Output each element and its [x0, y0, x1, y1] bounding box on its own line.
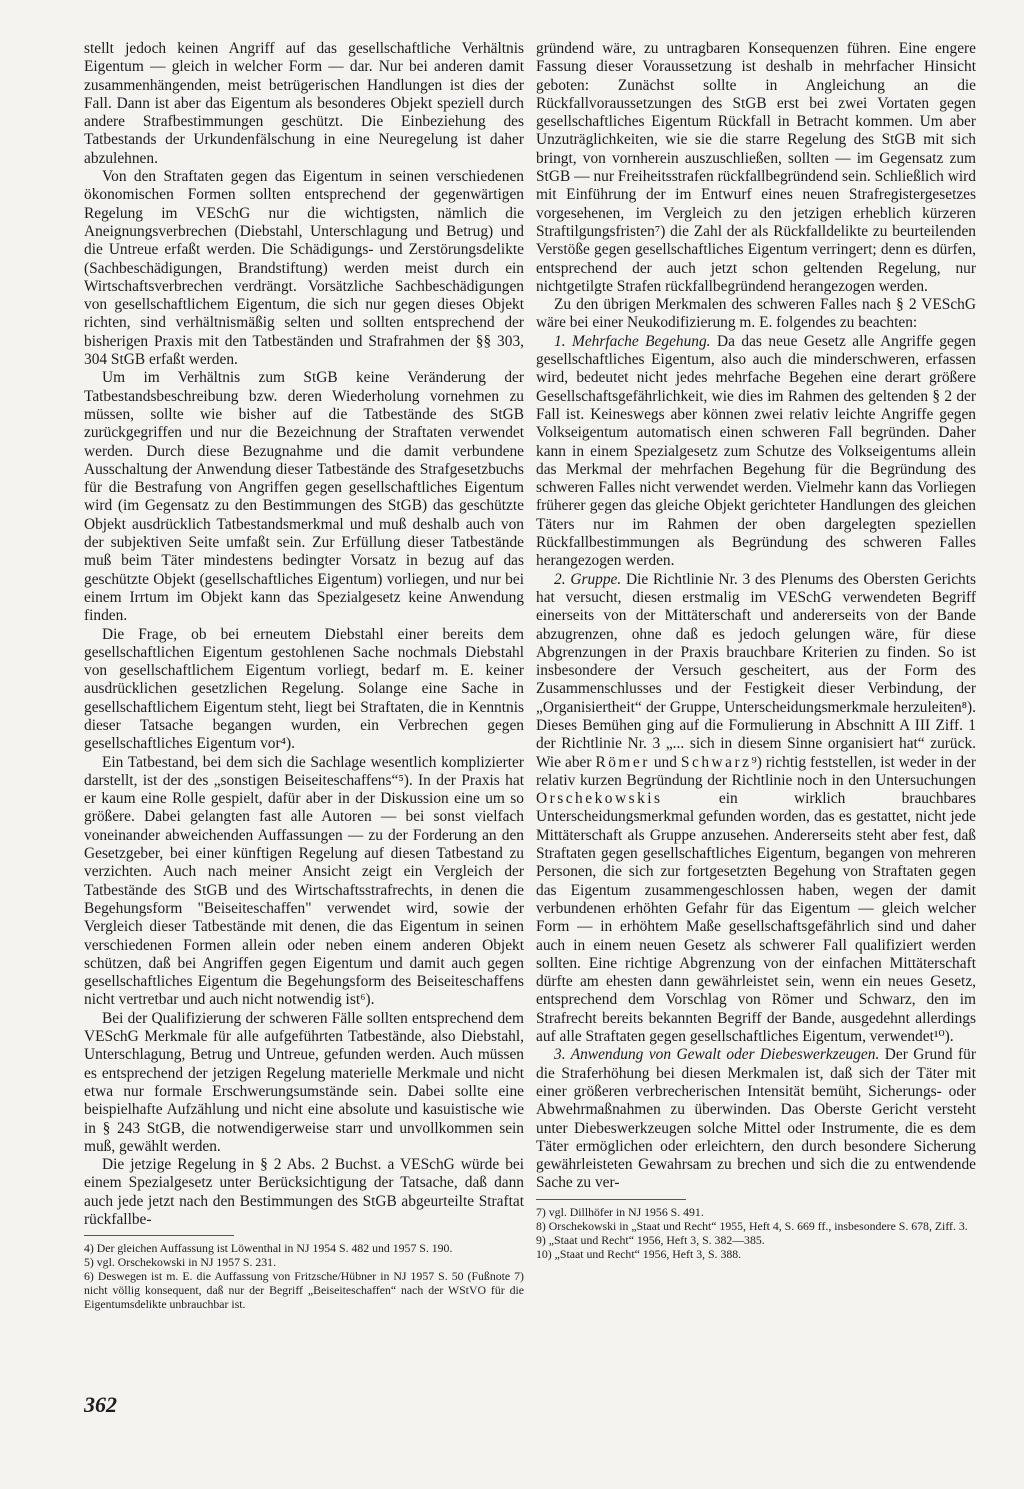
paragraph: Ein Tatbestand, bei dem sich die Sachlage wesentlich komplizierter darstellt, ist der des „sonstigen Beiseiteschaffens“⁵). In der Praxis hat er kaum eine Rolle gespielt, dafür aber in der Diskussion eine um so größere. Dabei gelangten fast alle Autoren — bei sonst vielfach voneinander abweichenden Auffassungen — zu der Forderung an den Gesetzgeber, bei einer künftigen Regelung auf diesen Tatbestand zu verzichten. Auch nach meiner Ansicht zeigt ein Vergleich der Tatbestände des StGB und des Wirtschaftsstrafrechts, in denen die Begehungsform "Beiseiteschaffen" verwendet wird, sowie der Vergleich dieser Tatbestände mit denen, die das Eigentum in seinen verschiedenen Formen allein oder neben einem anderen Objekt schützen, daß bei Angriffen gegen Eigentum und damit auch gegen gesellschaftliches Eigentum die Begehungsform des Beiseiteschaffens nicht vertretbar und auch nicht notwendig ist⁶). [84, 753, 524, 1009]
list-item-gruppe [536, 571, 976, 1047]
item-text: Da das neue Gesetz alle Angriffe gegen gesellschaftliches Eigentum, also auch die minderschweren, erfassen wird, bedeutet nicht jedes mehrfache Begehen eine derart größere Gesellschaftsgefährlichkeit, wie dies im Rahmen des geltenden § 2 der Fall ist. Keineswegs aber können zwei relativ leichte Angriffe gegen Volkseigentum automatisch einen schweren Fall begründen. Daher kann in einem Spezialgesetz zum Schutze des Volkseigentums allein das Merkmal der mehrfachen Begehung für die Begründung des schweren Falles nicht verwendet werden. Vielmehr kann das Vorliegen früherer gegen das gleiche Objekt gerichteter Handlungen des gleichen Täters nur im Rahmen der oben dargelegten speziellen Rückfallbestimmungen als Begründung des schweren Falles herangezogen werden. [536, 332, 976, 570]
footnote-divider [536, 1199, 686, 1200]
page-number: 362 [84, 1392, 117, 1417]
conjunction: und [653, 753, 677, 771]
right-column [536, 40, 976, 1261]
item-text: Die Richtlinie Nr. 3 des Plenums des Obersten Gerichts hat versucht, diesen erstmalig im VESchG verwendeten Begriff einerseits von der Mittäterschaft und andererseits von der Bande abzugrenzen, ohne daß es jedoch gelungen wäre, für diese Abgrenzungen in der Praxis brauchbare Kriterien zu finden. So ist insbesondere der Versuch gescheitert, aus der Form des Zusammenschlusses und der Festigkeit dieser Verbindung, der „Organisiertheit“ der Gruppe, Unterscheidungsmerkmale herzuleiten⁸). Dieses Bemühen ging auf die Formulierung in Abschnitt A III Ziff. 1 der Richtlinie Nr. 3 „... sich in diesem Sinne organisiert hat“ zurück. Wie aber [536, 570, 976, 771]
paragraph: Um im Verhältnis zum StGB keine Veränderung der Tatbestandsbeschreibung bzw. deren Wiederholung vornehmen zu müssen, sollte wie bisher auf die Tatbestände des StGB zurückgegriffen und nur die Bezeichnung der Straftaten verwendet werden. Durch diese Bezugnahme und die damit verbundene Ausschaltung der Anwendung dieser Tatbestände des Strafgesetzbuchs für die Bestrafung von Angriffen gegen gesellschaftliches Eigentum wird (im Gegensatz zu den Bestimmungen des StGB) das geschützte Objekt ausdrücklich Tatbestandsmerkmal und muß deshalb auch von der subjektiven Seite umfaßt sein. Zur Erfüllung dieser Tatbestände muß beim Täter mindestens bedingter Vorsatz in bezug auf das geschützte Objekt (gesellschaftliches Eigentum) vorliegen, und nur bei einem Irrtum im Objekt kann das Spezialgesetz keine Anwendung finden. [84, 369, 524, 625]
author-name: Schwarz [680, 753, 752, 771]
author-name: Römer [595, 753, 650, 771]
footnote-7: 7) vgl. Dillhöfer in NJ 1956 S. 491. [536, 1204, 704, 1219]
footnotes-right [536, 1205, 976, 1261]
item-text: ⁹) richtig feststellen, ist weder in der relativ kurzen Begründung der Richtlinie noch in den Untersuchungen [536, 753, 976, 789]
item-heading: 3. Anwendung von Gewalt oder Diebeswerkzeugen. [554, 1046, 880, 1064]
footnote-10: 10) „Staat und Recht“ 1956, Heft 3, S. 388. [536, 1246, 742, 1261]
paragraph: gründend wäre, zu untragbaren Konsequenzen führen. Eine engere Fassung dieser Voraussetzung ist deshalb in mehrfacher Hinsicht geboten: Zunächst sollte in Angleichung an die Rückfallvoraussetzungen des StGB erst bei zwei Vortaten gegen gesellschaftliches Eigentum Rückfall in Betracht kommen. Um aber Unzuträglichkeiten, wie sie die starre Regelung des StGB mit sich bringt, von vornherein auszuschließen, sollten — im Gegensatz zum StGB — nur Freiheitsstrafen rückfallbegründend sein. Schließlich wird mit Einführung der im Entwurf eines neuen Strafregistergesetzes vorgesehenen, im Vergleich zu den jetzigen erheblich kürzeren Straftilgungsfristen⁷) die Zahl der als Rückfalldelikte zu beurteilenden Verstöße gegen gesellschaftliches Eigentum verringert; denn es dürfen, entsprechend der auch jetzt schon geltenden Regelung, nur nichtgetilgte Strafen rückfallbegründend herangezogen werden. [536, 40, 976, 295]
footnote-5: 5) vgl. Orschekowski in NJ 1957 S. 231. [84, 1255, 277, 1270]
item-text: Der Grund für die Straferhöhung bei diesen Merkmalen ist, daß sich der Täter mit einer größeren verbrecherischen Intensität bemüht, Sicherungs- oder Abwehrmaßnahmen zu überwinden. Das Oberste Gericht versteht unter Diebeswerkzeugen solche Mittel oder Instrumente, die es dem Täter ermöglichen oder erleichtern, den durch besondere Sicherung gewährleisteten Gewahrsam zu brechen und sich die zu entwendende Sache zu ver- [536, 1046, 976, 1192]
paragraph: Die Frage, ob bei erneutem Diebstahl einer bereits dem gesellschaftlichen Eigentum gestohlenen Sache nochmals Diebstahl von gesellschaftlichem Eigentum vorliegt, bedarf m. E. keiner ausdrücklichen gesetzlichen Regelung. Solange eine Sache in gesellschaftlichem Eigentum steht, liegt bei Straftaten, die in Kenntnis dieser Tatsache begangen wurden, ein Verbrechen gegen gesellschaftliches Eigentum vor⁴). [84, 625, 524, 753]
list-item-mehrfache-begehung [536, 333, 976, 571]
item-heading: 1. Mehrfache Begehung. [554, 332, 711, 350]
footnote-8: 8) Orschekowski in „Staat und Recht“ 1955, Heft 4, S. 669 ff., insbesondere S. 678, Ziff. 3. [536, 1218, 968, 1233]
paragraph: Von den Straftaten gegen das Eigentum in seinen verschiedenen ökonomischen Formen sollten entsprechend der gegenwärtigen Regelung im VESchG nur die wichtigsten, nämlich die Aneignungsverbrechen (Diebstahl, Unterschlagung und Betrug) und die Untreue erfaßt werden. Die Schädigungs- und Zerstörungsdelikte (Sachbeschädigungen, Brandstiftung) werden meist durch ein Wirtschaftsverbrechen verdrängt. Vorsätzliche Sachbeschädigungen von gesellschaftlichem Eigentum, die sich nur gegen dieses Objekt richten, sind verhältnismäßig selten und sollten entsprechend der bisherigen Praxis mit den Tatbeständen und Strafrahmen der §§ 303, 304 StGB erfaßt werden. [84, 168, 524, 369]
footnotes-left [84, 1241, 524, 1311]
footnote-4: 4) Der gleichen Auffassung ist Löwenthal in NJ 1954 S. 482 und 1957 S. 190. [84, 1241, 453, 1256]
paragraph: Zu den übrigen Merkmalen des schweren Falles nach § 2 VESchG wäre bei einer Neukodifizierung m. E. folgendes zu beachten: [536, 296, 976, 332]
author-name: Orschekowskis [536, 790, 663, 808]
item-heading: 2. Gruppe. [554, 570, 622, 588]
footnote-9: 9) „Staat und Recht“ 1956, Heft 3, S. 382—385. [536, 1232, 765, 1247]
footnote-6: 6) Deswegen ist m. E. die Auffassung von Fritzsche/Hübner in NJ 1957 S. 50 (Fußnote 7) nicht völlig konsequent, daß nur der Begriff „Beiseiteschaffen“ nach der WStVO für die Eigentumsdelikte unbrauchbar ist. [84, 1269, 524, 1312]
paragraph: stellt jedoch keinen Angriff auf das gesellschaftliche Verhältnis Eigentum — gleich in welcher Form — dar. Nur bei anderen damit zusammenhängenden, meist betrügerischen Handlungen ist dies der Fall. Dann ist aber das Eigentum als besonderes Objekt speziell durch andere Strafbestimmungen geschützt. Die Einbeziehung des Tatbestands der Urkundenfälschung in eine Neuregelung ist daher abzulehnen. [84, 40, 524, 167]
item-text: ein wirklich brauchbares Unterscheidungsmerkmal gefunden worden, das es gestattet, nicht jede Mittäterschaft als Gruppe anzusehen. Andererseits steht aber fest, daß Straftaten gegen gesellschaftliches Eigentum, begangen von mehreren Personen, die sich zur fortgesetzten Begehung von Straftaten gegen das Eigentum zusammengeschlossen haben, wegen der damit verbundenen erhöhten Gefahr für das Eigentum — gleich welcher Form — in erhöhtem Maße gesellschaftsgefährlich sind und daher auch in einem neuen Gesetz als schwerer Fall qualifiziert werden sollten. Eine richtige Abgrenzung von der einfachen Mittäterschaft dürfte am ehesten dann gewährleistet sein, wenn ein neues Gesetz, entsprechend dem Vorschlag von Römer und Schwarz, den im Strafrecht bereits bekannten Begriff der Bande, ausgedehnt allerdings auf alle Straftaten gegen gesellschaftliches Eigentum, verwendet¹⁰). [536, 790, 976, 1046]
list-item-gewalt [536, 1046, 976, 1192]
paragraph: Die jetzige Regelung in § 2 Abs. 2 Buchst. a VESchG würde bei einem Spezialgesetz unter Berücksichtigung der Tatsache, daß dann auch jede jetzt nach den Bestimmungen des StGB abgeurteilte Straftat rückfallbe- [84, 1156, 524, 1228]
paragraph: Bei der Qualifizierung der schweren Fälle sollten entsprechend dem VESchG Merkmale für alle aufgeführten Tatbestände, also Diebstahl, Unterschlagung, Betrug und Untreue, gefunden werden. Auch müssen es entsprechend der jetzigen Regelung materielle Merkmale und nicht etwa nur formale Erschwerungsumstände sein. Dabei sollte eine beispielhafte Aufzählung und nicht eine absolute und kasuistische wie in § 243 StGB, die notwendigerweise starr und unvollkommen sein muß, gewählt werden. [84, 1009, 524, 1155]
footnote-divider [84, 1235, 234, 1236]
left-column [84, 40, 524, 1311]
